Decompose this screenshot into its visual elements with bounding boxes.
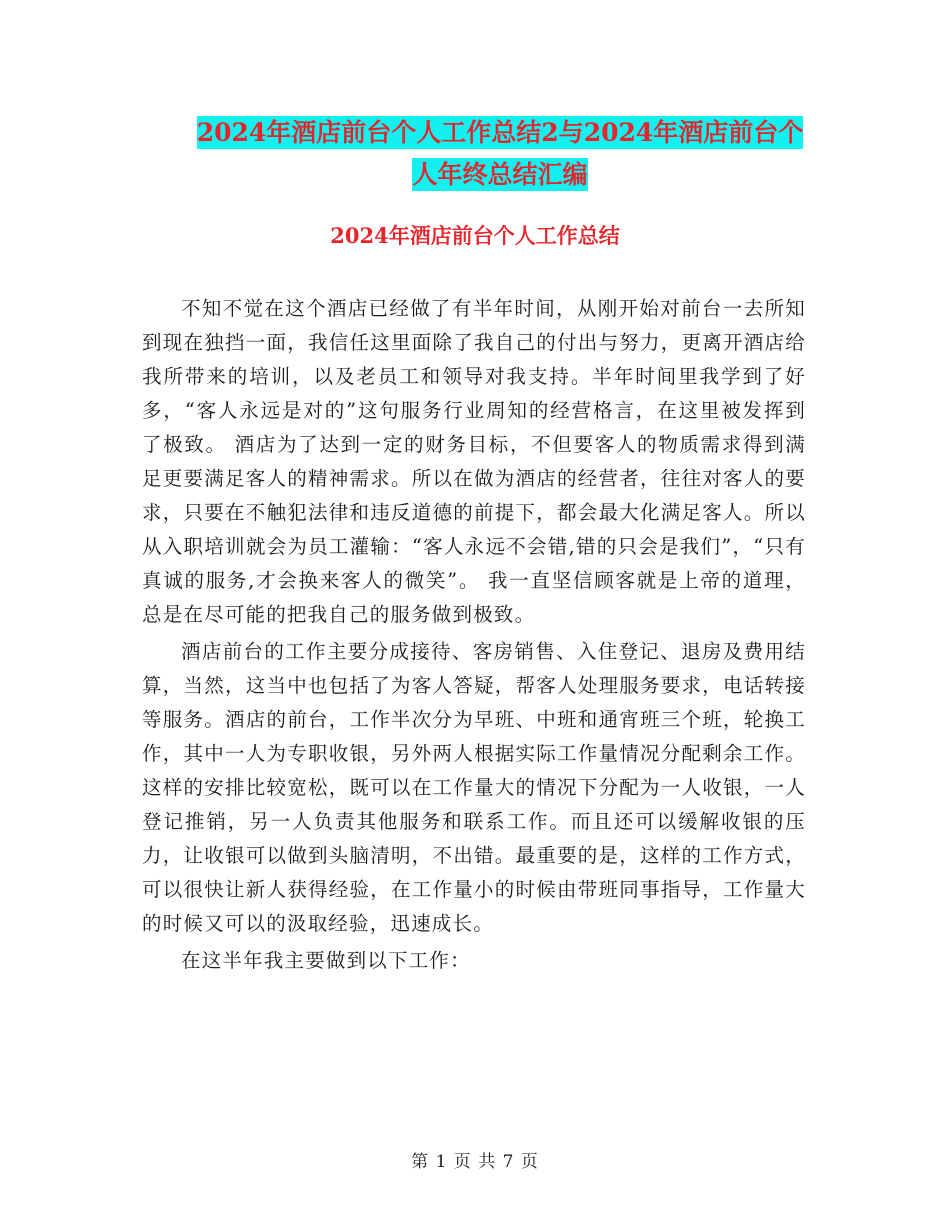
title-line-1: 2024年酒店前台个人工作总结2与2024年酒店前台个	[196, 118, 804, 147]
title-line-2: 人年终总结汇编	[412, 160, 588, 189]
document-title	[140, 112, 860, 196]
paragraph-1: 不知不觉在这个酒店已经做了有半年时间，从刚开始对前台一去所知到现在独挡一面，我信任这里面除了我自己的付出与努力，更离开酒店给我所带来的培训，以及老员工和领导对我支持。半年时间里我学到了好多，“客人永远是对的”这句服务行业周知的经营格言，在这里被发挥到了极致。 酒店为了达到一定的财务目标，不但要客人的物质需求得到满足更要满足客人的精神需求。所以在做为酒店的经营者，往往对客人的要求，只要在不触犯法律和违反道德的前提下，都会最大化满足客人。所以从入职培训就会为员工灌输：“客人永远不会错,错的只会是我们”，“只有真诚的服务,才会换来客人的微笑”。 我一直坚信顾客就是上帝的道理，总是在尽可能的把我自己的服务做到极致。	[142, 297, 806, 626]
paragraph-2: 酒店前台的工作主要分成接待、客房销售、入住登记、退房及费用结算，当然，这当中也包括了为客人答疑，帮客人处理服务要求，电话转接等服务。酒店的前台，工作半次分为早班、中班和通宵班三个班，轮换工作，其中一人为专职收银，另外两人根据实际工作量情况分配剩余工作。这样的安排比较宽松，既可以在工作量大的情况下分配为一人收银，一人登记推销，另一人负责其他服务和联系工作。而且还可以缓解收银的压力，让收银可以做到头脑清明，不出错。最重要的是，这样的工作方式，可以很快让新人获得经验，在工作量小的时候由带班同事指导，工作量大的时候又可以的汲取经验，迅速成长。	[142, 640, 806, 935]
section-title: 2024年酒店前台个人工作总结	[330, 223, 620, 248]
body-text	[142, 292, 806, 981]
page-number: 第 1 页 共 7 页	[411, 1152, 539, 1172]
paragraph-3: 在这半年我主要做到以下工作：	[181, 949, 471, 972]
